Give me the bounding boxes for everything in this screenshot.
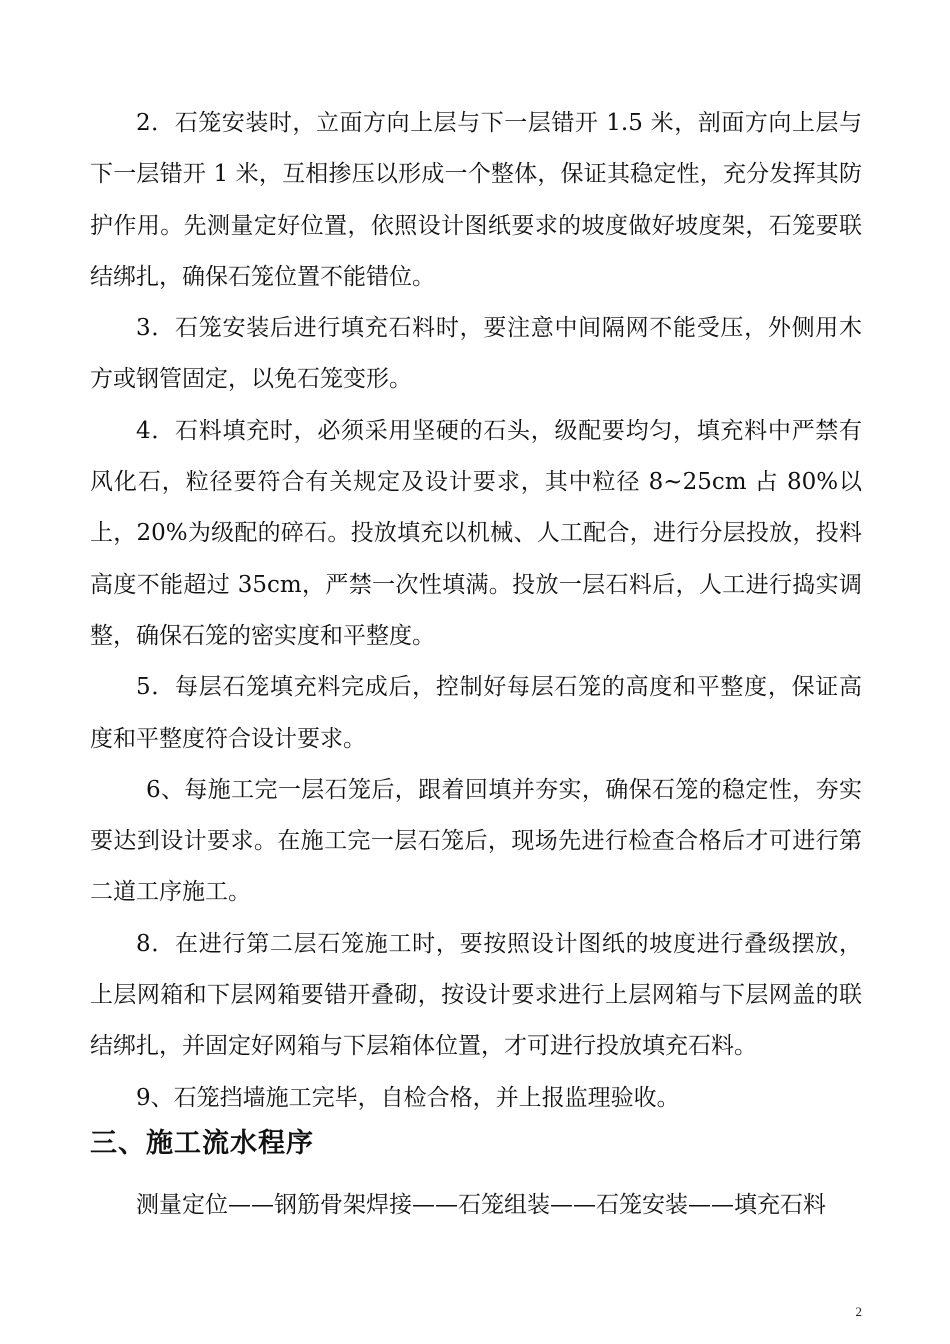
paragraph-4: 4．石料填充时，必须采用坚硬的石头，级配要均匀，填充料中严禁有风化石，粒径要符合有关规定及设计要求，其中粒径 8~25cm 占 80%以上，20%为级配的碎石。投放填充以机械、人工配合，进行分层投放，投料高度不能超过 35cm，严禁一次性填满。投放一层石料后，人工进行捣实调整，确保石笼的密实度和平整度。 [90, 417, 862, 649]
section-heading: 三、施工流水程序 [90, 1127, 314, 1159]
page-number: 2 [855, 1304, 862, 1319]
process-flow-line: 测量定位——钢筋骨架焊接——石笼组装——石笼安装——填充石料 [136, 1191, 826, 1218]
paragraph-2: 2．石笼安装时，立面方向上层与下一层错开 1.5 米，剖面方向上层与下一层错开 1 米，互相掺压以形成一个整体，保证其稳定性，充分发挥其防护作用。先测量定好位置，依照设计图纸要求的坡度做好坡度架，石笼要联结绑扎，确保石笼位置不能错位。 [90, 110, 862, 290]
paragraph-5: 5．每层石笼填充料完成后，控制好每层石笼的高度和平整度，保证高度和平整度符合设计要求。 [90, 674, 862, 752]
paragraph-6: 6、每施工完一层石笼后，跟着回填并夯实，确保石笼的稳定性，夯实要达到设计要求。在施工完一层石笼后，现场先进行检查合格后才可进行第二道工序施工。 [90, 776, 862, 906]
page-content [90, 98, 862, 1231]
paragraph-3: 3．石笼安装后进行填充石料时，要注意中间隔网不能受压，外侧用木方或钢管固定，以免石笼变形。 [90, 315, 862, 393]
paragraph-8: 8．在进行第二层石笼施工时，要按照设计图纸的坡度进行叠级摆放，上层网箱和下层网箱要错开叠砌，按设计要求进行上层网箱与下层网盖的联结绑扎，并固定好网箱与下层箱体位置，才可进行投放填充石料。 [90, 930, 862, 1060]
paragraph-9: 9、石笼挡墙施工完毕，自检合格，并上报监理验收。 [136, 1084, 680, 1111]
